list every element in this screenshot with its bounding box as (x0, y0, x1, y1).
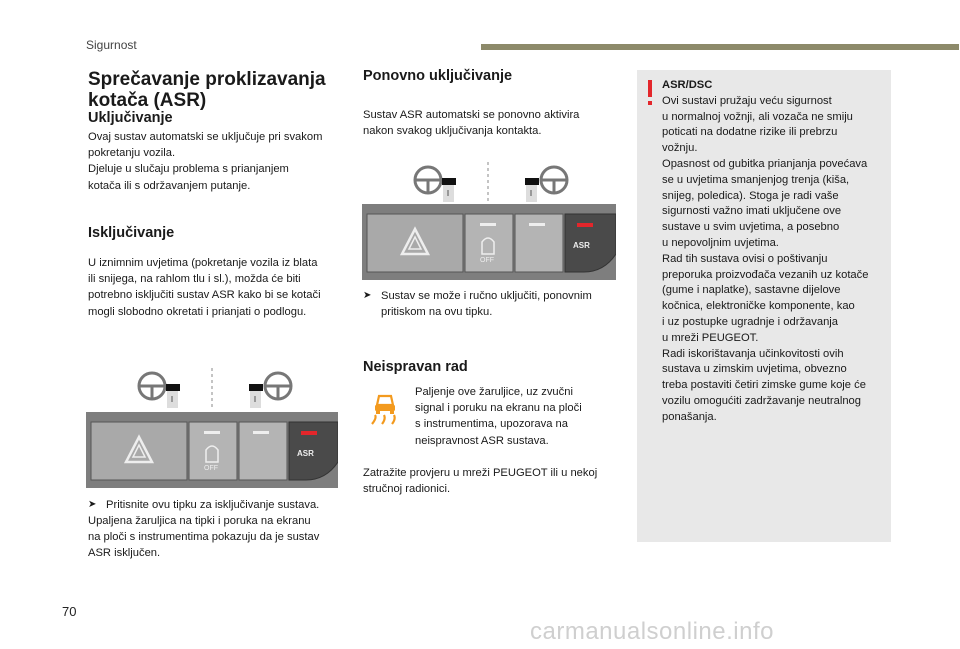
text-line: Zatražite provjeru u mreži PEUGEOT ili u nekoj (363, 467, 598, 479)
asr-button-label: ASR (573, 241, 590, 250)
text-line: U iznimnim uvjetima (pokretanje vozila iz blata (88, 257, 318, 269)
text-line: signal i poruku na ekranu na ploči (415, 402, 582, 415)
warning-line: (gume i naplatke), sastavne dijelove (662, 284, 841, 297)
watermark: carmanualsonline.info (530, 618, 774, 645)
text-line: stručnoj radionici. (363, 483, 451, 496)
exclamation-icon (646, 80, 654, 106)
steering-wheel-icon (265, 373, 291, 399)
text-line: Paljenje ove žaruljice, uz zvučni (415, 386, 573, 398)
warning-line: sustave u svim uvjetima, a posebno (662, 221, 840, 234)
text-line: potrebno isključiti sustav ASR kako bi se kotači (88, 289, 321, 302)
warning-line: treba postaviti četiri zimske gume koje će (662, 379, 866, 392)
bullet-reenable (363, 288, 625, 320)
reenable-paragraph (363, 107, 625, 139)
header-rule (481, 44, 959, 50)
bullet-arrow-icon: ➤ (363, 290, 372, 301)
off-label: OFF (480, 257, 494, 264)
off-label: OFF (204, 465, 218, 472)
text-line: na ploči s instrumentima pokazuju da je sustav (88, 531, 320, 544)
asr-button-label: ASR (297, 449, 314, 458)
heading-disable: Isključivanje (88, 225, 175, 241)
warning-line: u mreži PEUGEOT. (662, 331, 759, 344)
warning-line: snijeg, poledica). Stoga je radi vaše (662, 189, 839, 202)
asr-warning-lamp-icon (368, 392, 402, 426)
steering-wheel-illustration-left (130, 366, 300, 410)
bullet-disable (88, 497, 350, 513)
page-number: 70 (62, 604, 77, 619)
warning-line: sustava u zimskim uvjetima, obvezno (662, 363, 847, 376)
steering-wheel-icon (139, 373, 165, 399)
warning-text (662, 78, 884, 426)
text-line: Upaljena žaruljica na tipki i poruka na ekranu (88, 515, 311, 527)
text-line: mogli slobodno okretati i prianjati o podlogu. (88, 305, 307, 318)
warning-line: Rad tih sustava ovisi o poštivanju (662, 252, 828, 265)
warning-line: vozilu omogućiti zadržavanje neutralnog (662, 394, 862, 407)
fault-paragraph (415, 384, 625, 449)
page-title (88, 69, 348, 111)
text-line: Djeluje u slučaju problema s prianjanjem (88, 163, 289, 176)
text-line: ASR isključen. (88, 547, 161, 560)
warning-line: ponašanja. (662, 410, 717, 423)
warning-line: Ovi sustavi pružaju veću sigurnost (662, 94, 832, 107)
heading-reenable: Ponovno uključivanje (363, 68, 513, 84)
fault-after-paragraph (363, 465, 625, 497)
heading-enable: Uključivanje (88, 110, 173, 126)
warning-line: u normalnoj vožnji, ali vozača ne smiju (662, 110, 853, 123)
enable-paragraph (88, 129, 350, 194)
text-line: neispravnost ASR sustava. (415, 434, 549, 447)
disable-paragraph (88, 255, 350, 320)
disable-after-paragraph (88, 513, 350, 562)
warning-line: se u uvjetima smanjenjog trenja (kiša, (662, 173, 850, 186)
steering-wheel-icon (541, 167, 567, 193)
switch-panel-left (86, 412, 338, 488)
warning-line: vožnju. (662, 142, 698, 155)
steering-wheel-icon (415, 167, 441, 193)
warning-line: Radi iskorištavanja učinkovitosti ovih (662, 347, 844, 360)
steering-wheel-illustration-middle (406, 160, 576, 204)
warning-line: sigurnosti važno imati uključene ove (662, 205, 842, 218)
text-line: s instrumentima, upozorava na (415, 418, 568, 431)
bullet-arrow-icon: ➤ (88, 499, 97, 510)
warning-line: Opasnost od gubitka prianjanja povećava (662, 157, 868, 170)
text-line: pokretanju vozila. (88, 147, 176, 160)
bullet-text: Pritisnite ovu tipku za isključivanje sustava. (106, 499, 320, 511)
section-label: Sigurnost (86, 38, 137, 52)
heading-fault: Neispravan rad (363, 359, 468, 375)
title-line-1: Sprečavanje proklizavanja (88, 69, 326, 90)
text-line: kotača ili s održavanjem putanje. (88, 179, 251, 192)
warning-line: kočnica, elektroničke komponente, kao (662, 300, 855, 313)
warning-line: u nepovoljnim uvjetima. (662, 236, 779, 249)
title-line-2: kotača (ASR) (88, 90, 207, 111)
warning-line: poticati na dodatne rizike ili prebrzu (662, 126, 838, 139)
text-line: nakon svakog uključivanja kontakta. (363, 125, 542, 138)
warning-line: i uz postupke ugradnje i održavanja (662, 315, 839, 328)
text-line: Ovaj sustav automatski se uključuje pri svakom (88, 131, 323, 143)
warning-line: preporuka proizvođača vezanih uz kotače (662, 268, 869, 281)
bullet-text: Sustav se može i ručno uključiti, ponovnim pritiskom na ovu tipku. (381, 290, 592, 319)
text-line: Sustav ASR automatski se ponovno aktivira (363, 109, 580, 121)
switch-panel-middle (362, 204, 616, 280)
warning-title: ASR/DSC (662, 79, 713, 91)
text-line: ili snijega, na rahlom tlu i sl.), možda će biti (88, 273, 301, 286)
